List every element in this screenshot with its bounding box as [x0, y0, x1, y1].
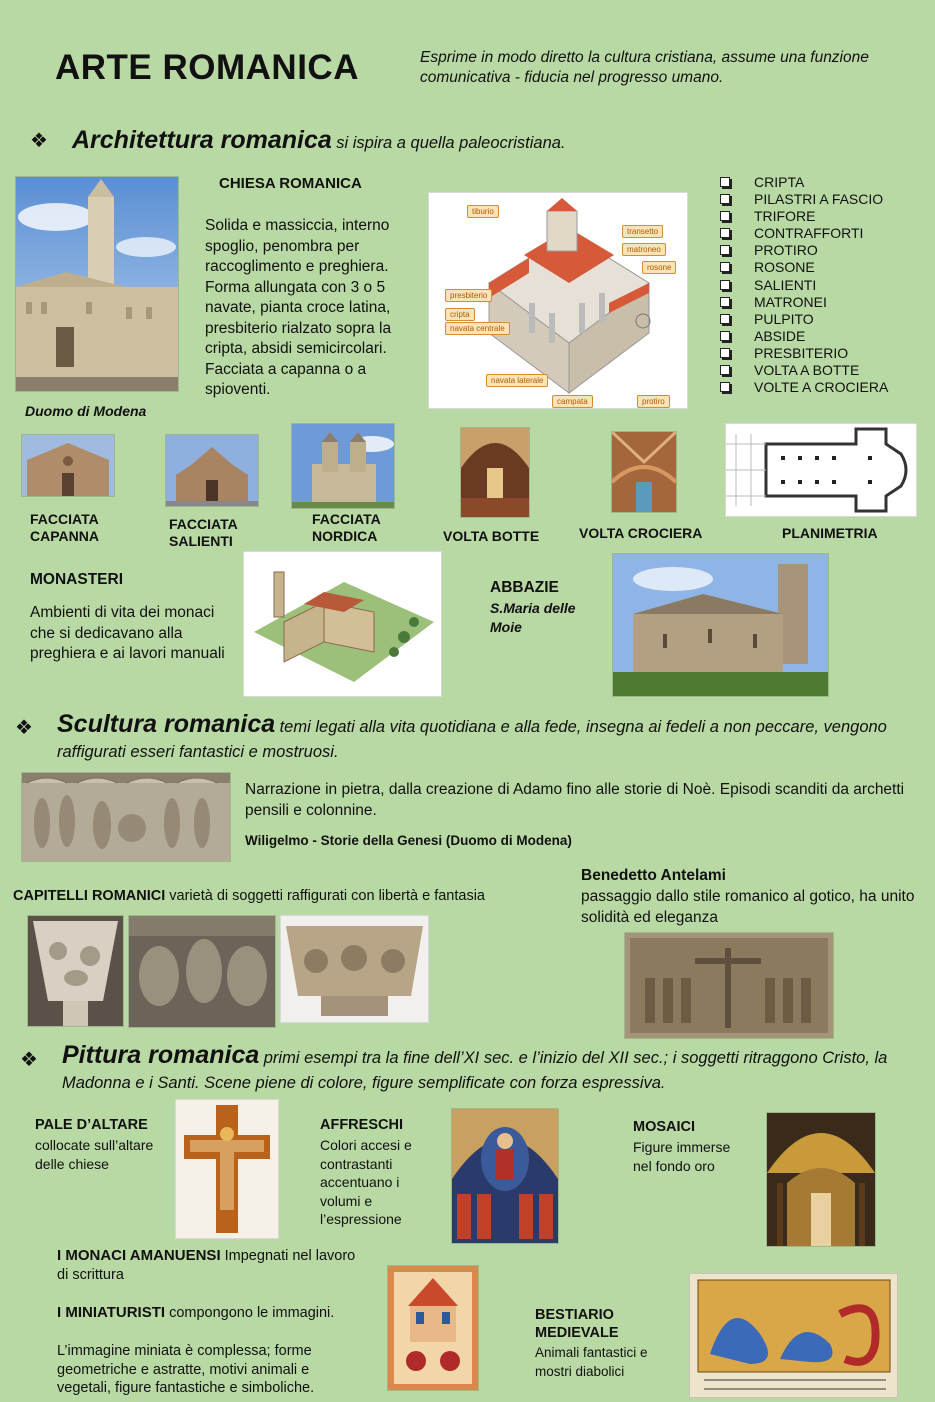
- facciata-nordica-label: FACCIATA NORDICA: [312, 511, 381, 544]
- callout-protiro: protiro: [637, 395, 670, 408]
- callout-cripta: cripta: [445, 308, 475, 321]
- miniaturisti-block: [57, 1304, 357, 1323]
- abbazia-photo: [612, 553, 829, 697]
- glossary-list: [718, 174, 928, 396]
- checkbox-bullet-icon: [720, 382, 730, 392]
- affreschi-text: Colori accesi e contrastanti accentuano i volumi e l’espressione: [320, 1137, 412, 1227]
- affreschi-title: AFFRESCHI: [320, 1117, 403, 1133]
- checkbox-bullet-icon: [720, 314, 730, 324]
- wiligelmo-relief-photo: [21, 772, 231, 862]
- mosaici-title: MOSAICI: [633, 1119, 696, 1135]
- checkbox-bullet-icon: [720, 262, 730, 272]
- monasteri-title: MONASTERI: [30, 571, 123, 588]
- checkbox-bullet-icon: [720, 348, 730, 358]
- narrazione-text: Narrazione in pietra, dalla creazione di Adamo fino alle storie di Noè. Episodi scanditi da archetti pensili e colonnine.: [245, 781, 905, 819]
- callout-transetto: transetto: [622, 225, 663, 238]
- checkbox-bullet-icon: [720, 245, 730, 255]
- mosaici-text: Figure immerse nel fondo oro: [633, 1139, 731, 1174]
- diamond-bullet-icon: ❖: [30, 130, 48, 152]
- facciata-salienti-photo: [165, 434, 259, 507]
- list-item: ABSIDE: [718, 328, 928, 345]
- miniaturisti-desc: L’immagine miniata è complessa; forme geometriche e astratte, motivi animali e vegetali, figure fantastiche e simboliche.: [57, 1343, 315, 1396]
- architettura-subtitle: si ispira a quella paleocristiana.: [336, 134, 566, 152]
- callout-campata: campata: [552, 395, 593, 408]
- monasteri-text: Ambienti di vita dei monaci che si dedicavano alla preghiera e ai lavori manuali: [30, 604, 225, 662]
- list-item: PILASTRI A FASCIO: [718, 191, 928, 208]
- abbazie-subtitle: S.Maria delle Moie: [490, 600, 576, 635]
- page-title: ARTE ROMANICA: [55, 48, 359, 87]
- checkbox-bullet-icon: [720, 194, 730, 204]
- pittura-heading: Pittura romanica: [62, 1041, 260, 1069]
- affresco-image: [451, 1108, 559, 1244]
- miniatura-image: [387, 1265, 479, 1391]
- capitello-photo-2: [128, 915, 276, 1028]
- list-item: PULPITO: [718, 311, 928, 328]
- list-item: TRIFORE: [718, 208, 928, 225]
- miniaturisti-text: compongono le immagini.: [169, 1305, 335, 1321]
- pittura-subtitle: primi esempi tra la fine dell’XI sec. e l’inizio del XII sec.; i soggetti ritraggono Cristo, la Madonna e i Santi. Scene piene di colore, figure semplificate con forza espressiva.: [62, 1049, 888, 1092]
- volta-botte-label: VOLTA BOTTE: [443, 528, 540, 544]
- planimetria-diagram: [725, 423, 917, 517]
- amanuensi-title: I MONACI AMANUENSI: [57, 1247, 221, 1264]
- facciata-nordica-photo: [291, 423, 395, 509]
- duomo-modena-photo: [15, 176, 179, 392]
- amanuensi-text: Impegnati nel lavoro di scrittura: [57, 1248, 356, 1283]
- bestiario-manuscript-image: [689, 1273, 898, 1398]
- diamond-bullet-icon: ❖: [20, 1049, 38, 1071]
- scultura-heading-line: [57, 712, 887, 765]
- callout-tiburio: tiburio: [467, 205, 499, 218]
- callout-rosone: rosone: [642, 261, 676, 274]
- pittura-heading-line: [62, 1043, 902, 1096]
- scultura-heading: Scultura romanica: [57, 710, 276, 738]
- capitello-photo-3: [280, 915, 429, 1023]
- capitelli-title: CAPITELLI ROMANICI: [13, 888, 166, 904]
- church-cutaway-diagram: [428, 192, 688, 409]
- chiesa-title: CHIESA ROMANICA: [219, 175, 362, 192]
- capitelli-line: [13, 888, 485, 904]
- callout-presbiterio: presbiterio: [445, 289, 492, 302]
- list-item: ROSONE: [718, 259, 928, 276]
- list-item: CRIPTA: [718, 174, 928, 191]
- callout-matroneo: matroneo: [622, 243, 666, 256]
- diamond-bullet-icon: ❖: [15, 717, 33, 739]
- wiligelmo-caption: Wiligelmo - Storie della Genesi (Duomo di Modena): [245, 833, 572, 848]
- checkbox-bullet-icon: [720, 211, 730, 221]
- capitelli-text: varietà di soggetti raffigurati con libertà e fantasia: [169, 888, 485, 904]
- list-item: CONTRAFFORTI: [718, 225, 928, 242]
- pala-crocifisso-image: [175, 1099, 279, 1239]
- bestiario-title: BESTIARIO MEDIEVALE: [535, 1307, 619, 1341]
- volta-botte-photo: [460, 427, 530, 518]
- list-item: SALIENTI: [718, 277, 928, 294]
- antelami-deposizione-photo: [624, 932, 834, 1039]
- facciata-capanna-label: FACCIATA CAPANNA: [30, 511, 99, 544]
- abbazie-title: ABBAZIE: [490, 579, 559, 596]
- amanuensi-block: [57, 1247, 357, 1284]
- planimetria-label: PLANIMETRIA: [782, 525, 878, 541]
- chiesa-text: Solida e massiccia, interno spoglio, penombra per raccoglimento e preghiera. Forma allungata con 3 o 5 navate, pianta croce latina, presbiterio rialzato sopra la cripta, absidi semicircolari. Facciata a capanna o a spioventi.: [205, 217, 392, 398]
- facciata-capanna-photo: [21, 434, 115, 497]
- callout-navata-laterale: navata laterale: [486, 374, 548, 387]
- checkbox-bullet-icon: [720, 297, 730, 307]
- checkbox-bullet-icon: [720, 331, 730, 341]
- list-item: MATRONEI: [718, 294, 928, 311]
- architettura-heading: Architettura romanica: [72, 126, 332, 154]
- list-item: VOLTE A CROCIERA: [718, 379, 928, 396]
- checkbox-bullet-icon: [720, 280, 730, 290]
- list-item: PRESBITERIO: [718, 345, 928, 362]
- pale-title: PALE D’ALTARE: [35, 1117, 148, 1133]
- volta-crociera-photo: [611, 431, 677, 513]
- duomo-caption: Duomo di Modena: [25, 403, 147, 419]
- list-item: PROTIRO: [718, 242, 928, 259]
- mosaico-interior-photo: [766, 1112, 876, 1247]
- facciata-salienti-label: FACCIATA SALIENTI: [169, 516, 238, 549]
- checkbox-bullet-icon: [720, 177, 730, 187]
- volta-crociera-label: VOLTA CROCIERA: [579, 525, 703, 541]
- list-item: VOLTA A BOTTE: [718, 362, 928, 379]
- checkbox-bullet-icon: [720, 365, 730, 375]
- callout-navata-centrale: navata centrale: [445, 322, 510, 335]
- antelami-title: Benedetto Antelami: [581, 867, 726, 884]
- intro-text: Esprime in modo diretto la cultura cristiana, assume una funzione comunicativa - fiducia nel progresso umano.: [420, 49, 869, 86]
- miniaturisti-title: I MINIATURISTI: [57, 1304, 166, 1321]
- capitello-photo-1: [27, 915, 124, 1027]
- checkbox-bullet-icon: [720, 228, 730, 238]
- pale-text: collocate sull’altare delle chiese: [35, 1137, 154, 1172]
- scultura-subtitle: temi legati alla vita quotidiana e alla fede, insegna ai fedeli a non peccare, vengono raffigurati esseri fantastici e mostruosi.: [57, 718, 887, 761]
- monastero-diagram: [243, 551, 442, 697]
- architettura-heading-line: [72, 126, 566, 155]
- antelami-text: passaggio dallo stile romanico al gotico, ha unito solidità ed eleganza: [581, 888, 915, 926]
- bestiario-text: Animali fantastici e mostri diabolici: [535, 1345, 648, 1379]
